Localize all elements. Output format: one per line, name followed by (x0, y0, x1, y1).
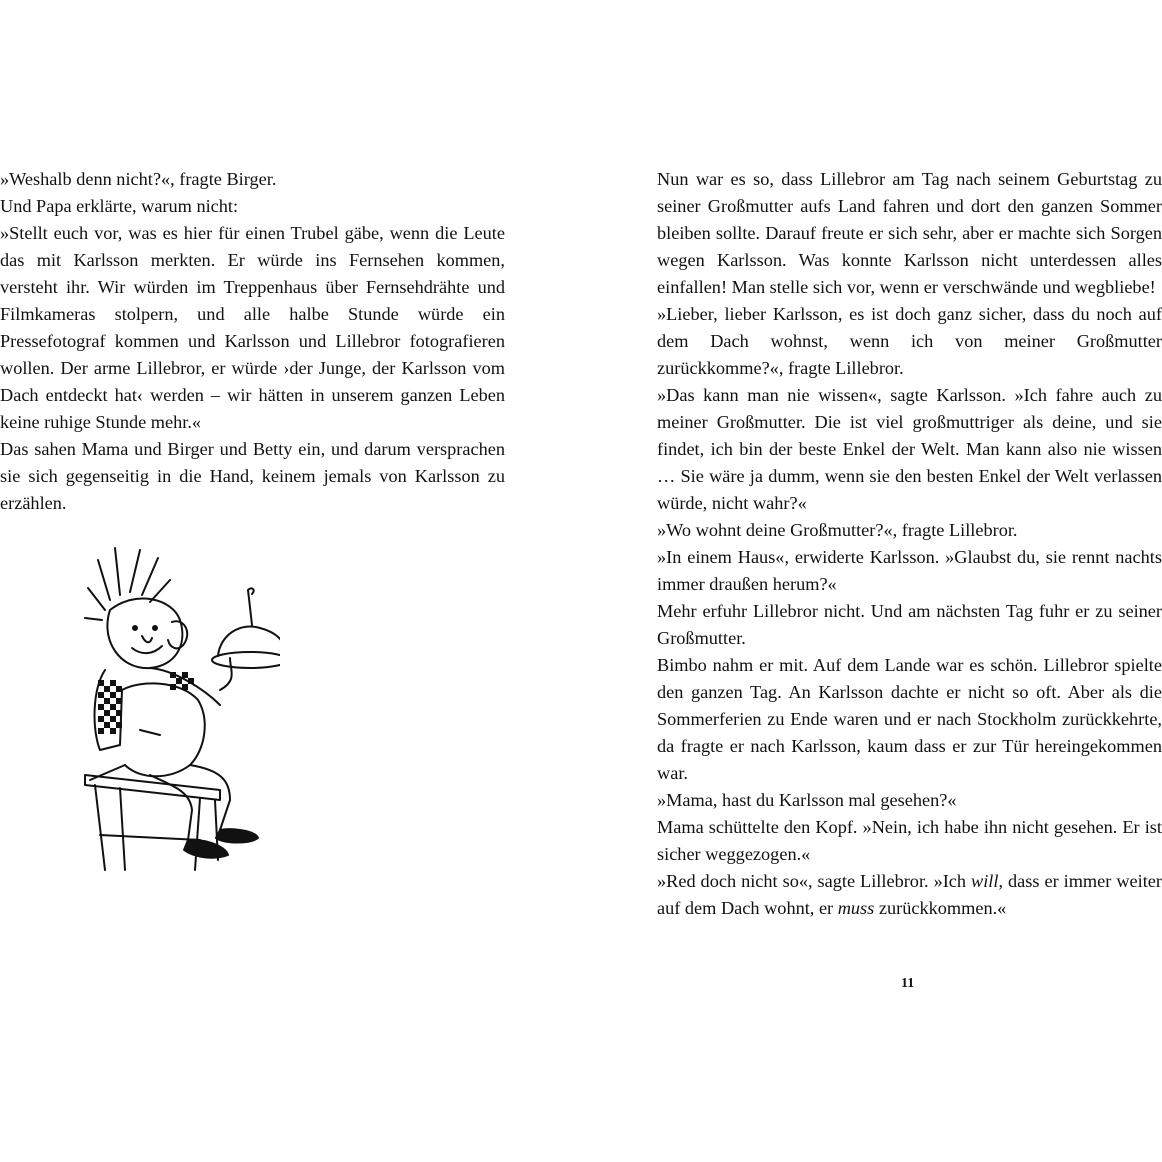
paragraph: »Lieber, lieber Karlsson, es ist doch ganz sicher, dass du noch auf dem Dach wohnst, wenn ich von meiner Großmutter zurückkomme?«, fragte Lillebror. (657, 304, 1162, 378)
paragraph: »Das kann man nie wissen«, sagte Karlsson. »Ich fahre auch zu meiner Großmutter. Die ist viel großmuttriger als deine, und sie findet, ich bin der beste Enkel der Welt. Man kann also nie wissen … Sie wäre ja dumm, wenn sie den besten Enkel der Welt verlassen würde, nicht wahr?« (657, 385, 1162, 513)
paragraph: »Weshalb denn nicht?«, fragte Birger. (0, 169, 277, 189)
page-number: 11 (901, 976, 915, 991)
emphasis: muss (837, 898, 875, 918)
right-page-text (657, 166, 1162, 922)
paragraph: Bimbo nahm er mit. Auf dem Lande war es schön. Lillebror spielte den ganzen Tag. An Karlsson dachte er nicht so oft. Aber als die Sommerferien zu Ende waren und er nach Stockholm zurückkehrte, da fragte er nach Karlsson, kaum dass er zur Tür hereingekommen war. (657, 655, 1162, 783)
paragraph: »Stellt euch vor, was es hier für einen Trubel gäbe, wenn die Leute das mit Karlsson merkten. Er würde ins Fernsehen kommen, versteht ihr. Wir würden im Treppenhaus über Fernsehdrähte und Filmkameras stolpern, und alle halbe Stunde würde ein Pressefotograf kommen und Karlsson und Lillebror fotografieren wollen. Der arme Lillebror, er würde ›der Junge, der Karlsson vom Dach entdeckt hat‹ werden – wir hätten in unserem ganzen Leben keine ruhige Stunde mehr.« (0, 223, 505, 432)
paragraph: »Wo wohnt deine Großmutter?«, fragte Lillebror. (657, 520, 1018, 540)
emphasis: will (971, 871, 999, 891)
paragraph-last (657, 868, 1162, 922)
left-page-text (0, 166, 505, 517)
text-run: zurückkommen.« (874, 898, 1007, 918)
paragraph: Und Papa erklärte, warum nicht: (0, 196, 239, 216)
paragraph: Nun war es so, dass Lillebror am Tag nach seinem Geburtstag zu seiner Großmutter aufs Land fahren und dort den ganzen Sommer bleiben sollte. Darauf freute er sich sehr, aber er machte sich Sorgen wegen Karlsson. Was konnte Karlsson nicht unterdessen alles einfallen! Man stelle sich vor, wenn er verschwände und wegbliebe! (657, 169, 1162, 297)
text-run: , dass er immer weiter auf dem Dach wohnt, er (657, 871, 1162, 918)
paragraph: »Mama, hast du Karlsson mal gesehen?« (657, 790, 957, 810)
karlsson-illustration (80, 540, 280, 880)
right-page (581, 0, 1162, 1162)
paragraph: Mama schüttelte den Kopf. »Nein, ich habe ihn nicht gesehen. Er ist sicher weggezogen.« (657, 817, 1162, 864)
paragraph: Mehr erfuhr Lillebror nicht. Und am nächsten Tag fuhr er zu seiner Großmutter. (657, 601, 1162, 648)
paragraph: Das sahen Mama und Birger und Betty ein, und darum versprachen sie sich gegenseitig in die Hand, keinem jemals von Karlsson zu erzählen. (0, 439, 505, 513)
paragraph: »In einem Haus«, erwiderte Karlsson. »Glaubst du, sie rennt nachts immer draußen herum?« (657, 547, 1162, 594)
text-run: »Red doch nicht so«, sagte Lillebror. »Ich (657, 871, 972, 891)
